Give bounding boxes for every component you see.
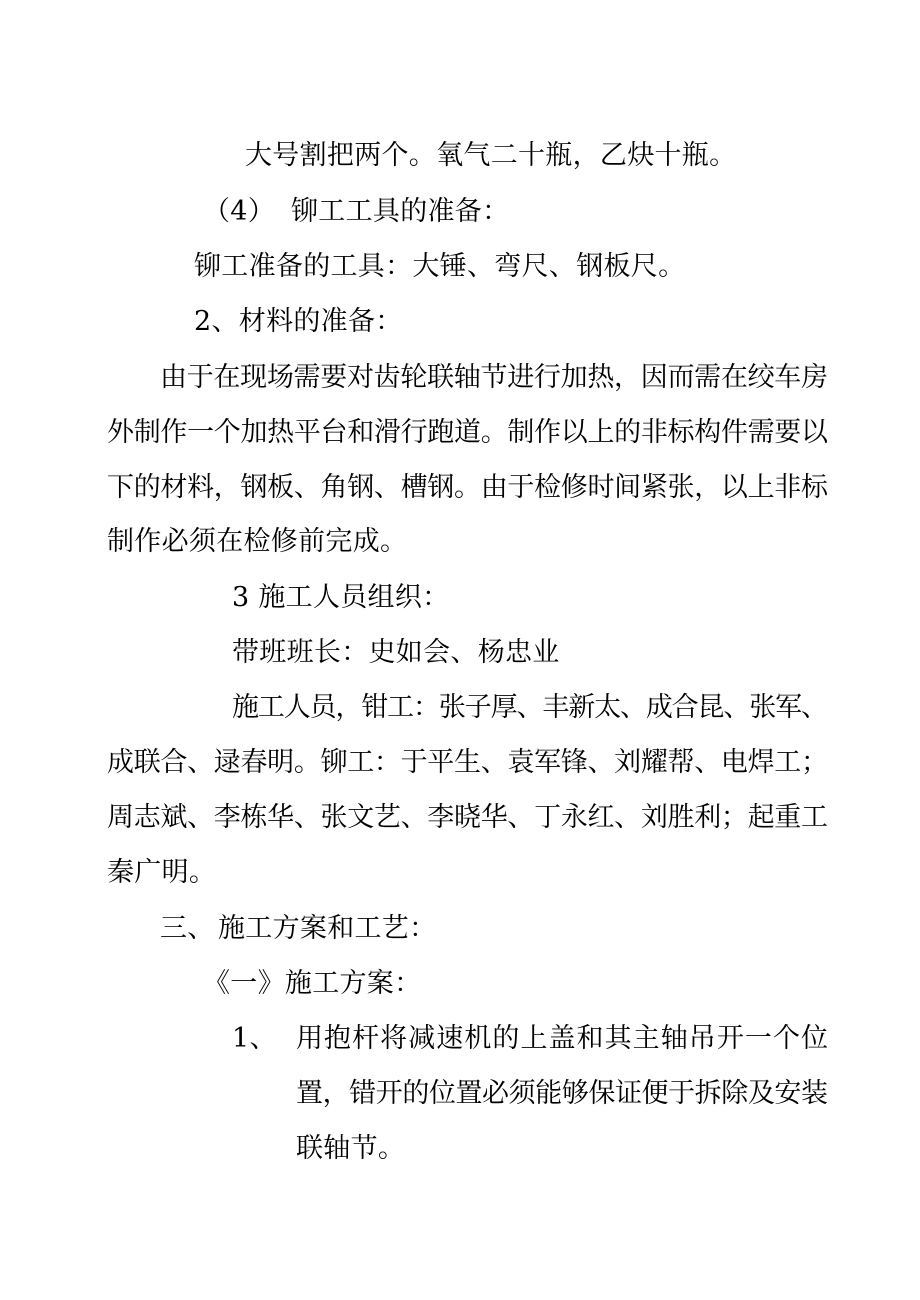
paragraph-line-3: 下的材料，钢板、角钢、槽钢。由于检修时间紧张，以上非标 — [107, 472, 828, 503]
personnel-line-1: 施工人员，钳工：张子厚、丰新太、成合昆、张军、 — [232, 692, 827, 723]
heading-materials: 2、材料的准备： — [194, 306, 403, 337]
personnel-line-2: 成联合、逯春明。铆工：于平生、袁军锋、刘耀帮、电焊工； — [107, 747, 828, 778]
step-1-line-3: 联轴节。 — [296, 1133, 406, 1164]
personnel-line-3: 周志斌、李栋华、张文艺、李晓华、丁永红、刘胜利；起重工 — [107, 802, 828, 833]
paragraph-line-4: 制作必须在检修前完成。 — [107, 526, 408, 557]
personnel-line-4: 秦广明。 — [107, 857, 217, 888]
item-number-4: （4） — [203, 196, 276, 227]
section-title-plan: 施工方案和工艺： — [218, 913, 437, 944]
paragraph-line-1: 由于在现场需要对齿轮联轴节进行加热，因而需在绞车房 — [160, 362, 828, 393]
paragraph-line-2: 外制作一个加热平台和滑行跑道。制作以上的非标构件需要以 — [107, 417, 828, 448]
subsection-plan: 《一》施工方案： — [203, 968, 422, 999]
line-shift-leaders: 带班班长：史如会、杨忠业 — [232, 637, 560, 668]
step-number-1: 1、 — [232, 1023, 277, 1054]
section-number-3: 三、 — [160, 913, 215, 944]
heading-personnel: 3 施工人员组织： — [232, 582, 450, 613]
step-1-line-1: 用抱杆将减速机的上盖和其主轴吊开一个位 — [296, 1023, 830, 1054]
heading-rivet-tools: 铆工工具的准备： — [291, 196, 510, 227]
line-rivet-tools: 铆工准备的工具：大锤、弯尺、钢板尺。 — [194, 251, 686, 282]
line-gas-cylinders: 大号割把两个。氧气二十瓶，乙炔十瓶。 — [245, 140, 737, 171]
step-1-line-2: 置，错开的位置必须能够保证便于拆除及安装 — [296, 1078, 828, 1109]
